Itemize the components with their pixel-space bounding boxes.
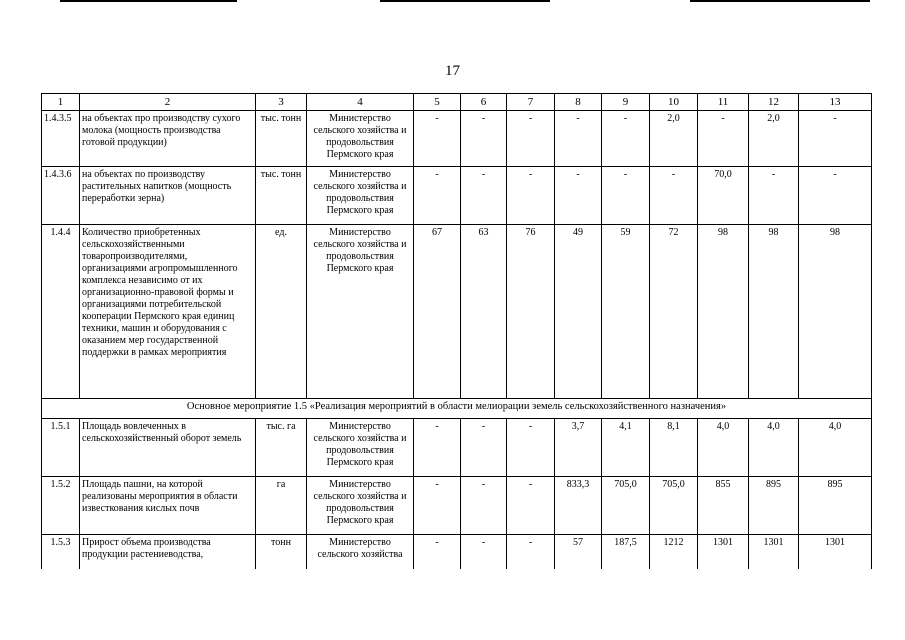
row-value: - [461, 535, 507, 569]
page-number: 17 [445, 63, 460, 79]
row-value: - [507, 419, 555, 477]
row-unit: тыс. га [256, 419, 307, 477]
row-code: 1.4.3.5 [42, 111, 80, 167]
row-value: - [799, 167, 872, 225]
row-value: - [507, 535, 555, 569]
row-value: 98 [698, 225, 749, 399]
row-org: Министерство сельского хозяйства и продовольствия Пермского края [307, 477, 414, 535]
col-header: 5 [414, 94, 461, 111]
col-header: 6 [461, 94, 507, 111]
row-value: 1301 [698, 535, 749, 569]
row-value: 833,3 [555, 477, 602, 535]
row-value: 705,0 [602, 477, 650, 535]
row-name: на объектах про производству сухого молока (мощность производства готовой продукции) [80, 111, 256, 167]
header-row [42, 94, 872, 111]
row-value: 8,1 [650, 419, 698, 477]
row-value: - [461, 167, 507, 225]
row-value: - [507, 167, 555, 225]
row-name: Площадь вовлеченных в сельскохозяйственный оборот земель [80, 419, 256, 477]
row-unit: ед. [256, 225, 307, 399]
row-value: - [414, 477, 461, 535]
row-value: - [749, 167, 799, 225]
row-value: 57 [555, 535, 602, 569]
col-header: 4 [307, 94, 414, 111]
row-value: - [414, 111, 461, 167]
col-header: 2 [80, 94, 256, 111]
top-rule-right [690, 0, 870, 2]
row-code: 1.4.3.6 [42, 167, 80, 225]
row-value: 2,0 [749, 111, 799, 167]
row-value: - [461, 419, 507, 477]
col-header: 8 [555, 94, 602, 111]
row-value: - [799, 111, 872, 167]
row-value: - [602, 111, 650, 167]
row-unit: га [256, 477, 307, 535]
row-value: - [461, 111, 507, 167]
row-value: 49 [555, 225, 602, 399]
table-row [42, 477, 872, 535]
row-unit: тыс. тонн [256, 167, 307, 225]
row-code: 1.5.2 [42, 477, 80, 535]
row-value: 855 [698, 477, 749, 535]
row-name: Прирост объема производства продукции растениеводства, [80, 535, 256, 569]
row-value: 705,0 [650, 477, 698, 535]
row-value: 4,1 [602, 419, 650, 477]
row-value: 895 [799, 477, 872, 535]
row-value: 187,5 [602, 535, 650, 569]
top-rule-center [380, 0, 550, 2]
row-org: Министерство сельского хозяйства и продовольствия Пермского края [307, 225, 414, 399]
row-org: Министерство сельского хозяйства и продовольствия Пермского края [307, 167, 414, 225]
row-org: Министерство сельского хозяйства и продовольствия Пермского края [307, 111, 414, 167]
row-value: - [555, 111, 602, 167]
row-value: - [507, 111, 555, 167]
row-value: 4,0 [698, 419, 749, 477]
row-value: 1301 [799, 535, 872, 569]
row-value: - [414, 535, 461, 569]
top-rule-left [60, 0, 237, 2]
col-header: 12 [749, 94, 799, 111]
row-value: - [698, 111, 749, 167]
indicator-table [41, 93, 872, 569]
row-value: 63 [461, 225, 507, 399]
table-row [42, 167, 872, 225]
row-value: 76 [507, 225, 555, 399]
row-name: Площадь пашни, на которой реализованы мероприятия в области известкования кислых почв [80, 477, 256, 535]
row-value: 895 [749, 477, 799, 535]
row-value: - [461, 477, 507, 535]
row-value: 67 [414, 225, 461, 399]
row-value: 2,0 [650, 111, 698, 167]
row-value: - [414, 419, 461, 477]
row-value: 3,7 [555, 419, 602, 477]
row-value: - [555, 167, 602, 225]
table-row [42, 225, 872, 399]
section-row [42, 399, 872, 419]
row-value: 98 [799, 225, 872, 399]
row-value: - [507, 477, 555, 535]
col-header: 7 [507, 94, 555, 111]
row-name: на объектах по производству растительных напитков (мощность переработки зерна) [80, 167, 256, 225]
col-header: 1 [42, 94, 80, 111]
table-row [42, 111, 872, 167]
row-code: 1.5.3 [42, 535, 80, 569]
row-name: Количество приобретенных сельскохозяйственными товаропроизводителями, организациями агропромышленного комплекса независимо от их организационно-правовой формы и организациями потребительской кооперации Пермского края единиц техники, машин и оборудования с оказанием мер государственной поддержки в рамках мероприятия [80, 225, 256, 399]
row-value: 98 [749, 225, 799, 399]
col-header: 9 [602, 94, 650, 111]
row-value: - [650, 167, 698, 225]
row-value: - [414, 167, 461, 225]
section-title: Основное мероприятие 1.5 «Реализация мероприятий в области мелиорации земель сельскохозяйственного назначения» [42, 399, 872, 419]
col-header: 10 [650, 94, 698, 111]
row-value: 4,0 [749, 419, 799, 477]
col-header: 3 [256, 94, 307, 111]
row-code: 1.4.4 [42, 225, 80, 399]
row-value: 4,0 [799, 419, 872, 477]
table-row [42, 535, 872, 569]
row-value: 59 [602, 225, 650, 399]
row-value: 1301 [749, 535, 799, 569]
row-unit: тонн [256, 535, 307, 569]
row-value: 1212 [650, 535, 698, 569]
table-row [42, 419, 872, 477]
row-org: Министерство сельского хозяйства и продовольствия Пермского края [307, 419, 414, 477]
col-header: 13 [799, 94, 872, 111]
row-unit: тыс. тонн [256, 111, 307, 167]
row-org: Министерство сельского хозяйства [307, 535, 414, 569]
row-code: 1.5.1 [42, 419, 80, 477]
row-value: - [602, 167, 650, 225]
col-header: 11 [698, 94, 749, 111]
row-value: 70,0 [698, 167, 749, 225]
row-value: 72 [650, 225, 698, 399]
